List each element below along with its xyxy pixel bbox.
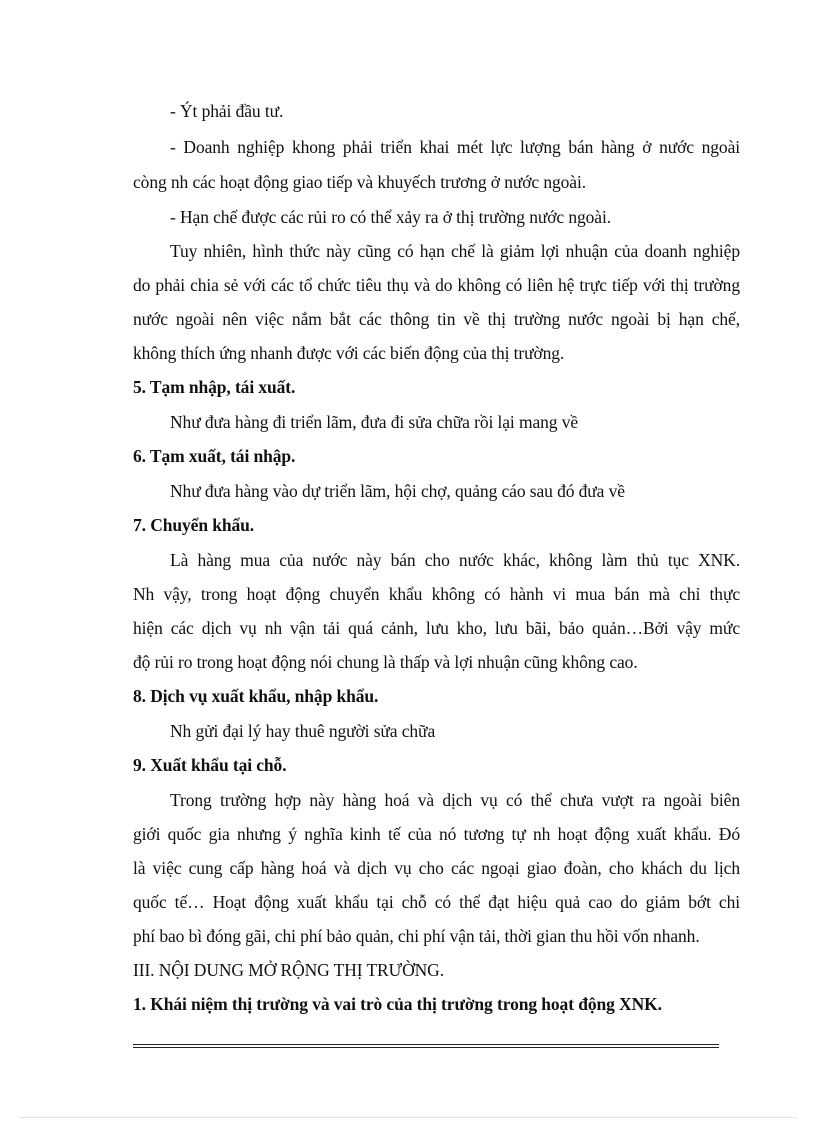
paragraph-line: Như đưa hàng vào dự triển lãm, hội chợ, quảng cáo sau đó đưa về <box>170 481 625 501</box>
section-heading: 1. Khái niệm thị trường và vai trò của thị trường trong hoạt động XNK. <box>133 994 662 1014</box>
paragraph-line: Nh vậy, trong hoạt động chuyển khẩu không có hành vi mua bán mà chỉ thực <box>133 584 740 604</box>
section-heading: 5. Tạm nhập, tái xuất. <box>133 377 296 397</box>
paragraph-line: hiện các dịch vụ nh vận tải quá cảnh, lưu kho, lưu bãi, bảo quản…Bởi vậy mức <box>133 618 740 638</box>
paragraph-line: không thích ứng nhanh được với các biến động của thị trường. <box>133 343 565 363</box>
section-heading: 6. Tạm xuất, tái nhập. <box>133 446 296 466</box>
bullet-line: - Doanh nghiệp khong phải triển khai mét lực lượng bán hàng ở nước ngoài <box>170 137 740 157</box>
page-edge <box>20 1117 796 1118</box>
paragraph-line: Là hàng mua của nước này bán cho nước khác, không làm thủ tục XNK. <box>170 550 740 570</box>
paragraph-line: phí bao bì đóng gãi, chi phí bảo quản, chi phí vận tải, thời gian thu hồi vốn nhanh. <box>133 926 700 946</box>
footer-divider <box>133 1044 719 1045</box>
paragraph-line: còng nh các hoạt động giao tiếp và khuyếch trương ở nước ngoài. <box>133 172 587 192</box>
paragraph-line: Nh gửi đại lý hay thuê người sửa chữa <box>170 721 436 741</box>
section-heading: 9. Xuất khẩu tại chỗ. <box>133 755 287 775</box>
section-heading: 8. Dịch vụ xuất khẩu, nhập khẩu. <box>133 686 379 706</box>
paragraph-line: quốc tế… Hoạt động xuất khẩu tại chỗ có thể đạt hiệu quả cao do giảm bớt chi <box>133 892 740 912</box>
bullet-line: - Ýt phải đầu tư. <box>170 101 284 121</box>
paragraph-line: Như đưa hàng đi triển lãm, đưa đi sửa chữa rồi lại mang về <box>170 412 579 432</box>
paragraph-line: Trong trường hợp này hàng hoá và dịch vụ có thể chưa vượt ra ngoài biên <box>170 790 740 810</box>
chapter-heading: III. NỘI DUNG MỞ RỘNG THỊ TRƯỜNG. <box>133 960 444 980</box>
paragraph-line: Tuy nhiên, hình thức này cũng có hạn chế là giảm lợi nhuận của doanh nghiệp <box>170 241 740 261</box>
bullet-line: - Hạn chế được các rủi ro có thể xảy ra ở thị trường nước ngoài. <box>170 207 611 227</box>
paragraph-line: nước ngoài nên việc nắm bắt các thông tin về thị trường nước ngoài bị hạn chế, <box>133 309 740 329</box>
paragraph-line: do phải chia sẻ với các tổ chức tiêu thụ và do không có liên hệ trực tiếp với thị trường <box>133 275 740 295</box>
section-heading: 7. Chuyển khẩu. <box>133 515 255 535</box>
paragraph-line: giới quốc gia nhưng ý nghĩa kinh tế của nó tương tự nh hoạt động xuất khẩu. Đó <box>133 824 740 844</box>
paragraph-line: là việc cung cấp hàng hoá và dịch vụ cho các ngoại giao đoàn, cho khách du lịch <box>133 858 740 878</box>
footer-divider <box>133 1047 719 1048</box>
paragraph-line: độ rủi ro trong hoạt động nói chung là thấp và lợi nhuận cũng không cao. <box>133 652 638 672</box>
